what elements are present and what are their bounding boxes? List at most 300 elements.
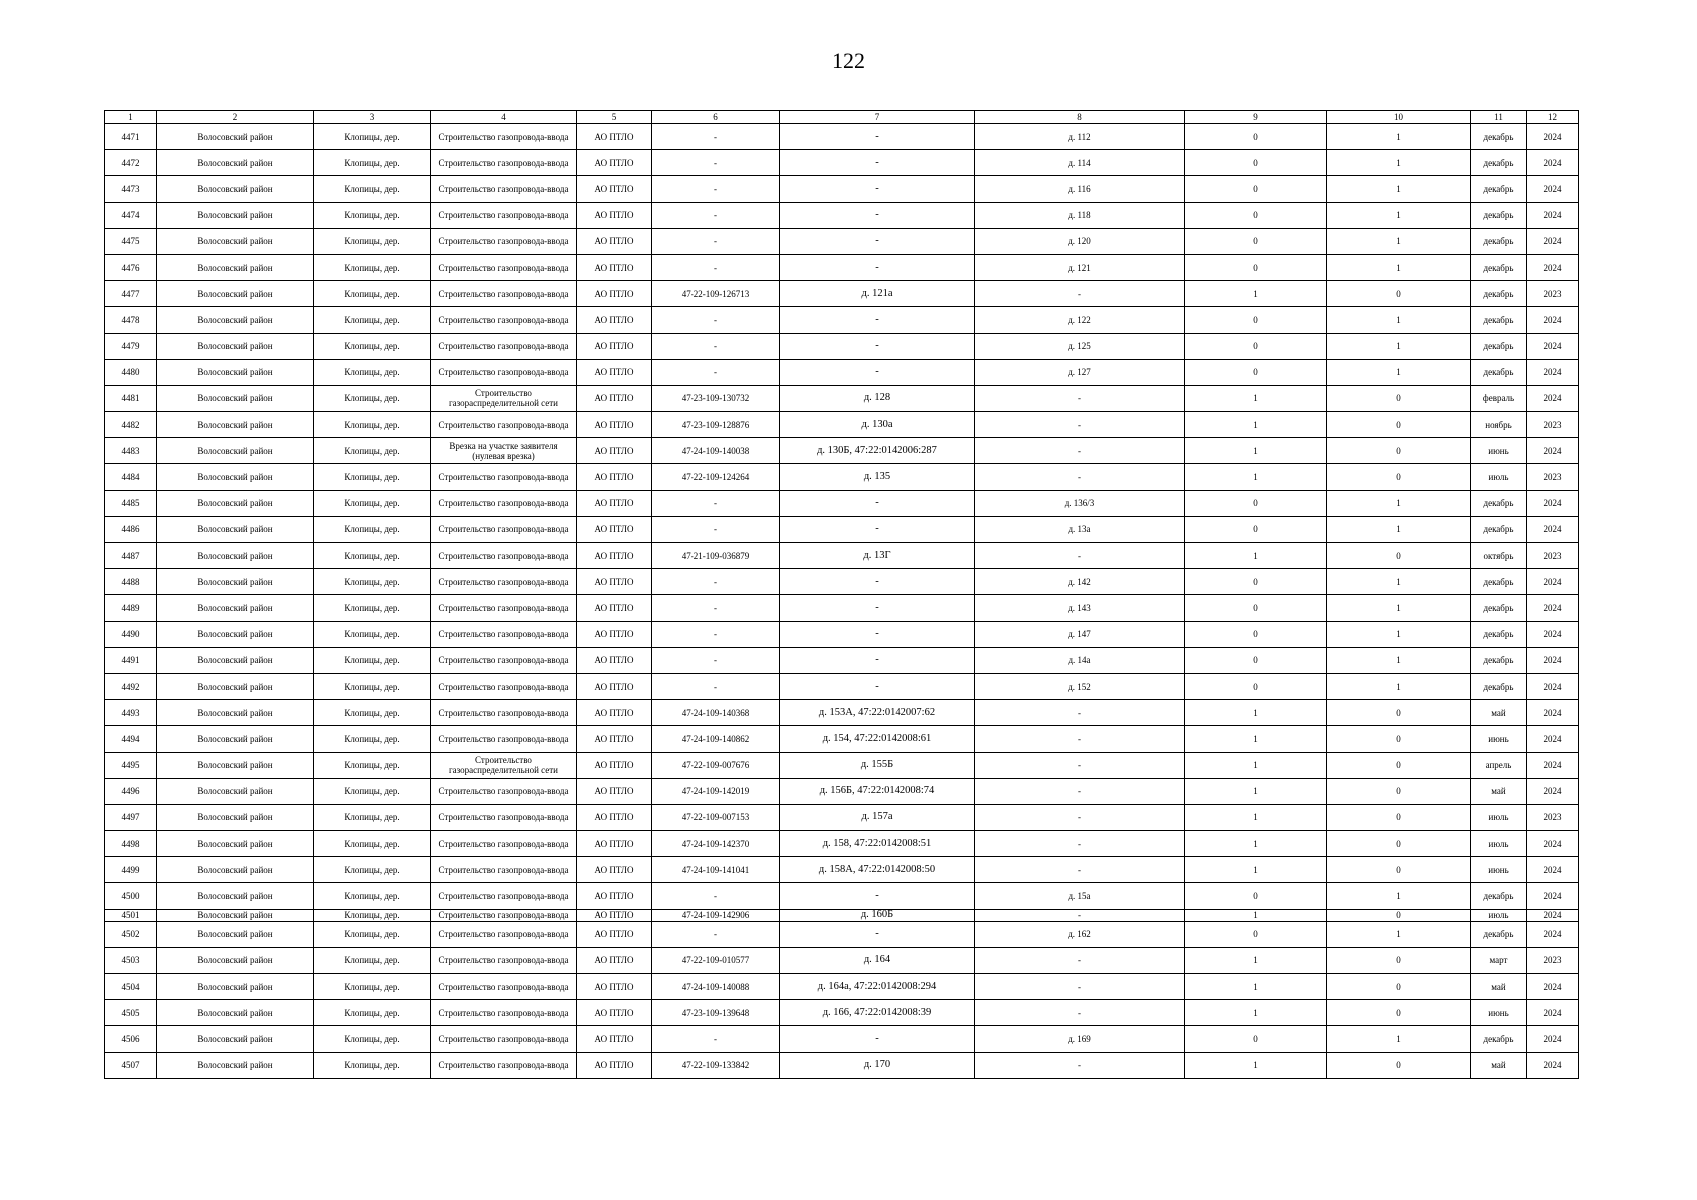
month-cell: декабрь	[1471, 333, 1527, 359]
district-cell: Волосовский район	[157, 857, 314, 883]
column-header: 5	[577, 111, 652, 124]
value-10-cell: 0	[1327, 281, 1471, 307]
request-number-cell: -	[652, 176, 780, 202]
table-body	[105, 124, 1579, 1079]
work-type-cell: Строительство газопровода-ввода	[431, 947, 577, 973]
organization-cell: АО ПТЛО	[577, 1000, 652, 1026]
settlement-cell: Клопицы, дер.	[314, 909, 431, 921]
table-row	[105, 883, 1579, 909]
table-row	[105, 150, 1579, 176]
address-cell: д. 143	[975, 595, 1185, 621]
row-number-cell: 4484	[105, 464, 157, 490]
address-with-request-cell: д. 130а	[780, 412, 975, 438]
district-cell: Волосовский район	[157, 1052, 314, 1078]
organization-cell: АО ПТЛО	[577, 595, 652, 621]
value-9-cell: 1	[1185, 857, 1327, 883]
request-number-cell: -	[652, 595, 780, 621]
organization-cell: АО ПТЛО	[577, 307, 652, 333]
organization-cell: АО ПТЛО	[577, 947, 652, 973]
month-cell: июнь	[1471, 726, 1527, 752]
value-9-cell: 1	[1185, 464, 1327, 490]
year-cell: 2024	[1527, 438, 1579, 464]
organization-cell: АО ПТЛО	[577, 673, 652, 699]
row-number-cell: 4472	[105, 150, 157, 176]
district-cell: Волосовский район	[157, 543, 314, 569]
value-10-cell: 0	[1327, 464, 1471, 490]
address-with-request-cell: -	[780, 647, 975, 673]
settlement-cell: Клопицы, дер.	[314, 176, 431, 202]
work-type-cell: Строительство газопровода-ввода	[431, 909, 577, 921]
district-cell: Волосовский район	[157, 464, 314, 490]
district-cell: Волосовский район	[157, 752, 314, 778]
address-with-request-cell: д. 153А, 47:22:0142007:62	[780, 700, 975, 726]
address-with-request-cell: д. 121а	[780, 281, 975, 307]
month-cell: июль	[1471, 464, 1527, 490]
column-header: 8	[975, 111, 1185, 124]
district-cell: Волосовский район	[157, 595, 314, 621]
settlement-cell: Клопицы, дер.	[314, 595, 431, 621]
address-with-request-cell: д. 154, 47:22:0142008:61	[780, 726, 975, 752]
table-row	[105, 1052, 1579, 1078]
value-10-cell: 1	[1327, 490, 1471, 516]
district-cell: Волосовский район	[157, 831, 314, 857]
work-type-cell: Строительство газопровода-ввода	[431, 359, 577, 385]
table-row	[105, 726, 1579, 752]
organization-cell: АО ПТЛО	[577, 438, 652, 464]
year-cell: 2024	[1527, 385, 1579, 411]
address-cell: -	[975, 974, 1185, 1000]
district-cell: Волосовский район	[157, 307, 314, 333]
settlement-cell: Клопицы, дер.	[314, 883, 431, 909]
year-cell: 2023	[1527, 804, 1579, 830]
address-cell: -	[975, 1000, 1185, 1026]
address-cell: д. 114	[975, 150, 1185, 176]
row-number-cell: 4487	[105, 543, 157, 569]
settlement-cell: Клопицы, дер.	[314, 831, 431, 857]
settlement-cell: Клопицы, дер.	[314, 700, 431, 726]
request-number-cell: -	[652, 124, 780, 150]
value-10-cell: 0	[1327, 831, 1471, 857]
value-9-cell: 1	[1185, 281, 1327, 307]
value-9-cell: 0	[1185, 307, 1327, 333]
organization-cell: АО ПТЛО	[577, 333, 652, 359]
organization-cell: АО ПТЛО	[577, 202, 652, 228]
settlement-cell: Клопицы, дер.	[314, 621, 431, 647]
address-with-request-cell: д. 158, 47:22:0142008:51	[780, 831, 975, 857]
month-cell: декабрь	[1471, 621, 1527, 647]
month-cell: ноябрь	[1471, 412, 1527, 438]
table-row	[105, 1000, 1579, 1026]
request-number-cell: 47-24-109-142019	[652, 778, 780, 804]
settlement-cell: Клопицы, дер.	[314, 490, 431, 516]
value-10-cell: 1	[1327, 673, 1471, 699]
settlement-cell: Клопицы, дер.	[314, 412, 431, 438]
year-cell: 2024	[1527, 921, 1579, 947]
year-cell: 2024	[1527, 150, 1579, 176]
value-10-cell: 1	[1327, 176, 1471, 202]
settlement-cell: Клопицы, дер.	[314, 647, 431, 673]
value-9-cell: 1	[1185, 700, 1327, 726]
month-cell: февраль	[1471, 385, 1527, 411]
request-number-cell: -	[652, 333, 780, 359]
request-number-cell: 47-24-109-142906	[652, 909, 780, 921]
table-row	[105, 831, 1579, 857]
table-row	[105, 700, 1579, 726]
table-row	[105, 281, 1579, 307]
table-row	[105, 595, 1579, 621]
address-cell: д. 121	[975, 254, 1185, 280]
work-type-cell: Строительство газопровода-ввода	[431, 543, 577, 569]
settlement-cell: Клопицы, дер.	[314, 202, 431, 228]
address-cell: д. 14а	[975, 647, 1185, 673]
district-cell: Волосовский район	[157, 947, 314, 973]
work-type-cell: Строительство газопровода-ввода	[431, 124, 577, 150]
value-9-cell: 0	[1185, 333, 1327, 359]
district-cell: Волосовский район	[157, 281, 314, 307]
settlement-cell: Клопицы, дер.	[314, 254, 431, 280]
organization-cell: АО ПТЛО	[577, 543, 652, 569]
month-cell: декабрь	[1471, 883, 1527, 909]
value-9-cell: 1	[1185, 1052, 1327, 1078]
district-cell: Волосовский район	[157, 490, 314, 516]
district-cell: Волосовский район	[157, 921, 314, 947]
year-cell: 2024	[1527, 307, 1579, 333]
district-cell: Волосовский район	[157, 909, 314, 921]
year-cell: 2024	[1527, 569, 1579, 595]
row-number-cell: 4480	[105, 359, 157, 385]
row-number-cell: 4500	[105, 883, 157, 909]
settlement-cell: Клопицы, дер.	[314, 569, 431, 595]
month-cell: декабрь	[1471, 202, 1527, 228]
month-cell: декабрь	[1471, 124, 1527, 150]
district-cell: Волосовский район	[157, 516, 314, 542]
value-10-cell: 0	[1327, 1000, 1471, 1026]
row-number-cell: 4477	[105, 281, 157, 307]
request-number-cell: -	[652, 647, 780, 673]
work-type-cell: Строительство газопровода-ввода	[431, 883, 577, 909]
settlement-cell: Клопицы, дер.	[314, 228, 431, 254]
table-row	[105, 909, 1579, 921]
row-number-cell: 4502	[105, 921, 157, 947]
address-cell: -	[975, 700, 1185, 726]
month-cell: декабрь	[1471, 228, 1527, 254]
value-10-cell: 1	[1327, 359, 1471, 385]
value-9-cell: 1	[1185, 438, 1327, 464]
table-row	[105, 307, 1579, 333]
address-cell: -	[975, 1052, 1185, 1078]
table-row	[105, 254, 1579, 280]
organization-cell: АО ПТЛО	[577, 1026, 652, 1052]
value-10-cell: 1	[1327, 883, 1471, 909]
address-with-request-cell: д. 128	[780, 385, 975, 411]
value-10-cell: 1	[1327, 333, 1471, 359]
work-type-cell: Строительство газопровода-ввода	[431, 857, 577, 883]
district-cell: Волосовский район	[157, 778, 314, 804]
year-cell: 2024	[1527, 857, 1579, 883]
address-with-request-cell: д. 164а, 47:22:0142008:294	[780, 974, 975, 1000]
request-number-cell: 47-24-109-142370	[652, 831, 780, 857]
work-type-cell: Строительство газопровода-ввода	[431, 202, 577, 228]
year-cell: 2023	[1527, 464, 1579, 490]
value-9-cell: 0	[1185, 228, 1327, 254]
row-number-cell: 4504	[105, 974, 157, 1000]
value-9-cell: 0	[1185, 254, 1327, 280]
row-number-cell: 4489	[105, 595, 157, 621]
month-cell: декабрь	[1471, 673, 1527, 699]
address-with-request-cell: -	[780, 673, 975, 699]
address-cell: -	[975, 778, 1185, 804]
request-number-cell: -	[652, 359, 780, 385]
table-row	[105, 921, 1579, 947]
organization-cell: АО ПТЛО	[577, 778, 652, 804]
work-type-cell: Строительство газопровода-ввода	[431, 1000, 577, 1026]
work-type-cell: Строительство газопровода-ввода	[431, 516, 577, 542]
organization-cell: АО ПТЛО	[577, 228, 652, 254]
settlement-cell: Клопицы, дер.	[314, 385, 431, 411]
column-header: 1	[105, 111, 157, 124]
row-number-cell: 4485	[105, 490, 157, 516]
settlement-cell: Клопицы, дер.	[314, 543, 431, 569]
request-number-cell: 47-22-109-133842	[652, 1052, 780, 1078]
organization-cell: АО ПТЛО	[577, 124, 652, 150]
address-cell: д. 112	[975, 124, 1185, 150]
request-number-cell: -	[652, 569, 780, 595]
table-row	[105, 778, 1579, 804]
row-number-cell: 4471	[105, 124, 157, 150]
year-cell: 2024	[1527, 228, 1579, 254]
organization-cell: АО ПТЛО	[577, 909, 652, 921]
settlement-cell: Клопицы, дер.	[314, 1026, 431, 1052]
organization-cell: АО ПТЛО	[577, 921, 652, 947]
district-cell: Волосовский район	[157, 150, 314, 176]
page-number: 122	[832, 48, 865, 73]
column-header: 3	[314, 111, 431, 124]
organization-cell: АО ПТЛО	[577, 647, 652, 673]
table-row	[105, 673, 1579, 699]
address-with-request-cell: -	[780, 621, 975, 647]
request-number-cell: 47-22-109-126713	[652, 281, 780, 307]
row-number-cell: 4496	[105, 778, 157, 804]
value-10-cell: 1	[1327, 921, 1471, 947]
column-header: 4	[431, 111, 577, 124]
settlement-cell: Клопицы, дер.	[314, 281, 431, 307]
month-cell: декабрь	[1471, 281, 1527, 307]
organization-cell: АО ПТЛО	[577, 752, 652, 778]
value-10-cell: 0	[1327, 700, 1471, 726]
organization-cell: АО ПТЛО	[577, 281, 652, 307]
request-number-cell: -	[652, 307, 780, 333]
year-cell: 2024	[1527, 831, 1579, 857]
organization-cell: АО ПТЛО	[577, 974, 652, 1000]
district-cell: Волосовский район	[157, 176, 314, 202]
table-row	[105, 569, 1579, 595]
month-cell: октябрь	[1471, 543, 1527, 569]
work-type-cell: Строительство газопровода-ввода	[431, 726, 577, 752]
table-row	[105, 752, 1579, 778]
address-cell: д. 136/3	[975, 490, 1185, 516]
organization-cell: АО ПТЛО	[577, 412, 652, 438]
value-9-cell: 0	[1185, 124, 1327, 150]
address-with-request-cell: -	[780, 307, 975, 333]
row-number-cell: 4476	[105, 254, 157, 280]
value-10-cell: 1	[1327, 124, 1471, 150]
address-cell: -	[975, 438, 1185, 464]
table-row	[105, 228, 1579, 254]
month-cell: май	[1471, 700, 1527, 726]
value-10-cell: 1	[1327, 647, 1471, 673]
settlement-cell: Клопицы, дер.	[314, 333, 431, 359]
request-number-cell: 47-23-109-128876	[652, 412, 780, 438]
district-cell: Волосовский район	[157, 883, 314, 909]
value-9-cell: 0	[1185, 569, 1327, 595]
district-cell: Волосовский район	[157, 254, 314, 280]
request-number-cell: -	[652, 921, 780, 947]
district-cell: Волосовский район	[157, 700, 314, 726]
table-row	[105, 333, 1579, 359]
year-cell: 2024	[1527, 752, 1579, 778]
year-cell: 2023	[1527, 412, 1579, 438]
month-cell: декабрь	[1471, 150, 1527, 176]
address-cell: д. 162	[975, 921, 1185, 947]
year-cell: 2024	[1527, 124, 1579, 150]
address-cell: д. 125	[975, 333, 1185, 359]
column-header: 2	[157, 111, 314, 124]
organization-cell: АО ПТЛО	[577, 359, 652, 385]
value-9-cell: 1	[1185, 974, 1327, 1000]
value-9-cell: 0	[1185, 1026, 1327, 1052]
request-number-cell: -	[652, 516, 780, 542]
year-cell: 2024	[1527, 647, 1579, 673]
address-cell: д. 152	[975, 673, 1185, 699]
organization-cell: АО ПТЛО	[577, 621, 652, 647]
table-row	[105, 947, 1579, 973]
row-number-cell: 4488	[105, 569, 157, 595]
address-cell: -	[975, 857, 1185, 883]
year-cell: 2024	[1527, 726, 1579, 752]
value-10-cell: 1	[1327, 202, 1471, 228]
work-type-cell: Строительство газопровода-ввода	[431, 281, 577, 307]
organization-cell: АО ПТЛО	[577, 1052, 652, 1078]
value-9-cell: 1	[1185, 1000, 1327, 1026]
value-9-cell: 0	[1185, 359, 1327, 385]
row-number-cell: 4507	[105, 1052, 157, 1078]
month-cell: декабрь	[1471, 307, 1527, 333]
year-cell: 2024	[1527, 202, 1579, 228]
month-cell: июнь	[1471, 1000, 1527, 1026]
year-cell: 2023	[1527, 947, 1579, 973]
organization-cell: АО ПТЛО	[577, 700, 652, 726]
value-9-cell: 0	[1185, 516, 1327, 542]
district-cell: Волосовский район	[157, 974, 314, 1000]
organization-cell: АО ПТЛО	[577, 150, 652, 176]
settlement-cell: Клопицы, дер.	[314, 1052, 431, 1078]
settlement-cell: Клопицы, дер.	[314, 804, 431, 830]
value-9-cell: 0	[1185, 595, 1327, 621]
year-cell: 2024	[1527, 516, 1579, 542]
address-cell: -	[975, 281, 1185, 307]
address-with-request-cell: д. 160Б	[780, 909, 975, 921]
request-number-cell: 47-23-109-139648	[652, 1000, 780, 1026]
request-number-cell: 47-24-109-140368	[652, 700, 780, 726]
organization-cell: АО ПТЛО	[577, 804, 652, 830]
column-header: 6	[652, 111, 780, 124]
value-10-cell: 0	[1327, 726, 1471, 752]
work-type-cell: Строительство газопровода-ввода	[431, 176, 577, 202]
value-9-cell: 1	[1185, 543, 1327, 569]
address-with-request-cell: -	[780, 202, 975, 228]
value-9-cell: 0	[1185, 883, 1327, 909]
month-cell: декабрь	[1471, 921, 1527, 947]
address-cell: д. 116	[975, 176, 1185, 202]
month-cell: июль	[1471, 909, 1527, 921]
value-10-cell: 0	[1327, 438, 1471, 464]
year-cell: 2024	[1527, 974, 1579, 1000]
address-cell: -	[975, 909, 1185, 921]
table-row	[105, 857, 1579, 883]
address-cell: -	[975, 385, 1185, 411]
settlement-cell: Клопицы, дер.	[314, 752, 431, 778]
column-header: 9	[1185, 111, 1327, 124]
month-cell: июль	[1471, 831, 1527, 857]
address-cell: -	[975, 831, 1185, 857]
district-cell: Волосовский район	[157, 804, 314, 830]
value-9-cell: 0	[1185, 150, 1327, 176]
address-cell: д. 142	[975, 569, 1185, 595]
organization-cell: АО ПТЛО	[577, 516, 652, 542]
value-9-cell: 1	[1185, 385, 1327, 411]
address-with-request-cell: -	[780, 516, 975, 542]
value-10-cell: 0	[1327, 804, 1471, 830]
value-10-cell: 1	[1327, 1026, 1471, 1052]
organization-cell: АО ПТЛО	[577, 254, 652, 280]
address-cell: -	[975, 804, 1185, 830]
organization-cell: АО ПТЛО	[577, 883, 652, 909]
work-type-cell: Строительство газопровода-ввода	[431, 1052, 577, 1078]
month-cell: июль	[1471, 804, 1527, 830]
address-cell: -	[975, 464, 1185, 490]
month-cell: декабрь	[1471, 176, 1527, 202]
row-number-cell: 4497	[105, 804, 157, 830]
request-number-cell: -	[652, 673, 780, 699]
settlement-cell: Клопицы, дер.	[314, 359, 431, 385]
district-cell: Волосовский район	[157, 124, 314, 150]
table-row	[105, 359, 1579, 385]
address-cell: -	[975, 412, 1185, 438]
request-number-cell: -	[652, 883, 780, 909]
organization-cell: АО ПТЛО	[577, 490, 652, 516]
table-row	[105, 438, 1579, 464]
address-with-request-cell: д. 156Б, 47:22:0142008:74	[780, 778, 975, 804]
value-9-cell: 1	[1185, 412, 1327, 438]
request-number-cell: 47-22-109-007676	[652, 752, 780, 778]
value-10-cell: 0	[1327, 909, 1471, 921]
year-cell: 2024	[1527, 490, 1579, 516]
request-number-cell: 47-22-109-124264	[652, 464, 780, 490]
settlement-cell: Клопицы, дер.	[314, 464, 431, 490]
address-cell: д. 169	[975, 1026, 1185, 1052]
request-number-cell: -	[652, 490, 780, 516]
row-number-cell: 4493	[105, 700, 157, 726]
year-cell: 2024	[1527, 1000, 1579, 1026]
address-cell: -	[975, 543, 1185, 569]
work-type-cell: Строительство газопровода-ввода	[431, 228, 577, 254]
year-cell: 2024	[1527, 595, 1579, 621]
month-cell: июнь	[1471, 438, 1527, 464]
address-cell: д. 127	[975, 359, 1185, 385]
year-cell: 2024	[1527, 333, 1579, 359]
work-type-cell: Строительство газопровода-ввода	[431, 921, 577, 947]
organization-cell: АО ПТЛО	[577, 726, 652, 752]
